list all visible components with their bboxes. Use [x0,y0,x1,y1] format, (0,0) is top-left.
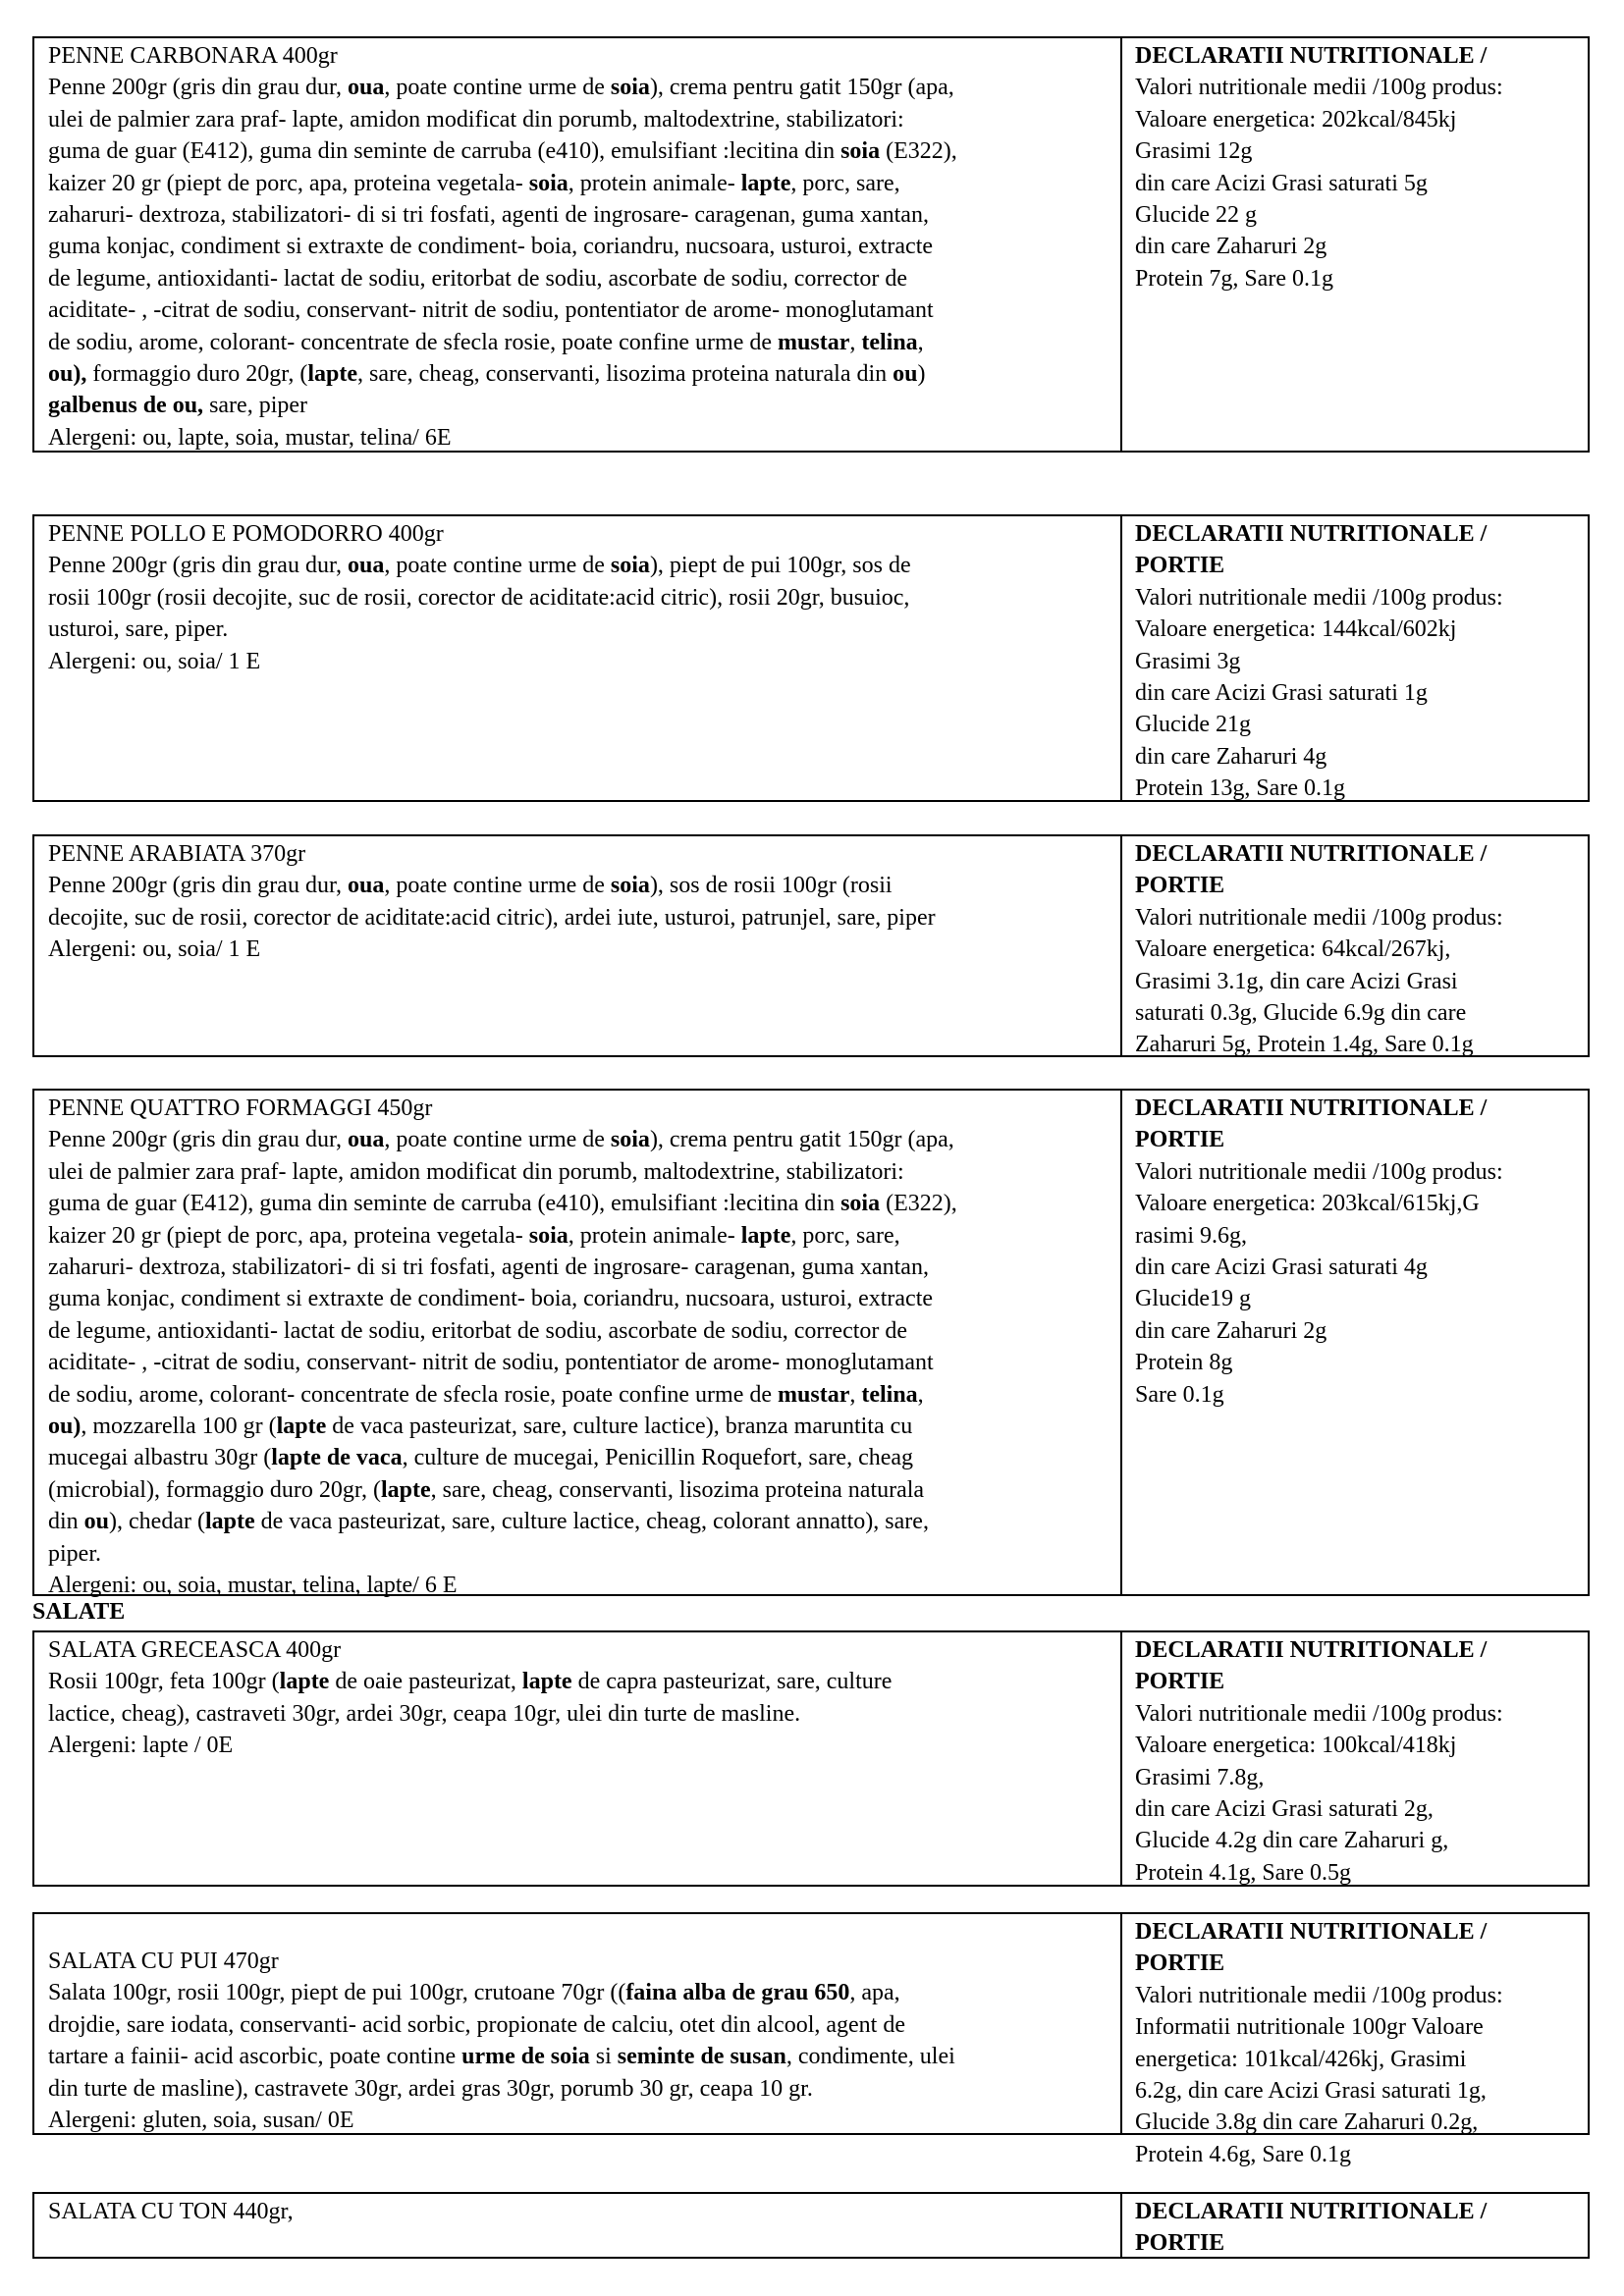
allergen-highlight: PORTIE [1135,1669,1225,1695]
ingredients-cell [34,1914,1122,2133]
ingredients-line [48,135,1109,167]
allergen-highlight: PORTIE [1135,1127,1225,1153]
nutrition-line [1135,1762,1580,1793]
text-run: guma konjac, condiment si extraxte de condiment- boia, coriandru, nucsoara, usturoi, extracte [48,1286,934,1312]
ingredients-line [48,1474,1109,1506]
menu-item-arabiata [32,834,1590,1057]
text-run: saturati 0.3g, Glucide 6.9g din care [1135,1000,1467,1027]
text-run: , porc, sare, [790,1222,900,1249]
text-run: ), crema pentru gatit 150gr (apa, [649,75,954,101]
text-run: Glucide 3.8g din care Zaharuri 0.2g, [1135,2109,1479,2136]
nutrition-cell [1122,2194,1588,2257]
text-run: Salata 100gr, rosii 100gr, piept de pui 100gr, crutoane 70gr (( [48,1980,626,2006]
ingredients-cell [34,1091,1122,1599]
ingredients-line [48,1220,1109,1252]
ingredients-line [48,1442,1109,1473]
ingredients-line [48,582,1109,614]
allergen-highlight: mustar [778,1381,850,1408]
ingredients-line [48,646,1109,677]
text-run: usturoi, sare, piper. [48,616,229,643]
text-run: din care Acizi Grasi saturati 1g [1135,680,1428,707]
nutrition-cell [1122,1632,1588,1885]
nutrition-line [1135,199,1580,231]
text-run: , poate contine urme de [384,873,611,899]
nutrition-line [1135,2107,1580,2138]
nutrition-line [1135,741,1580,773]
nutrition-line [1135,40,1580,72]
text-run: Alergeni: ou, soia/ 1 E [48,936,261,963]
text-run: (microbial), formaggio duro 20gr, ( [48,1476,381,1503]
menu-item-ton [32,2192,1590,2259]
text-run: ulei de palmier zara praf- lapte, amidon modificat din porumb, maltodextrine, stabilizatori: [48,106,904,133]
text-run: Glucide 4.2g din care Zaharuri g, [1135,1828,1449,1854]
text-run: aciditate- , -citrat de sodiu, conservant- nitrit de sodiu, pontentiator de arome- monoglutamant [48,297,934,324]
ingredients-line [48,870,1109,901]
text-run: mucegai albastru 30gr ( [48,1445,272,1471]
ingredients-line [48,550,1109,581]
text-run: sare, piper [203,393,308,419]
text-run: Valori nutritionale medii /100g produs: [1135,1158,1503,1185]
ingredients-line [48,263,1109,294]
text-run: Penne 200gr (gris din grau dur, [48,553,348,579]
text-run: de oaie pasteurizat, [329,1669,522,1695]
ingredients-line [48,1252,1109,1283]
allergen-highlight: lapte de vaca [271,1445,403,1471]
nutrition-line [1135,902,1580,934]
ingredients-line [48,934,1109,965]
text-run: din care Zaharuri 2g [1135,1317,1327,1344]
ingredients-line [48,199,1109,231]
text-run: ) [917,361,926,388]
text-run: , [849,1381,862,1408]
nutrition-cell [1122,38,1588,451]
allergen-highlight: DECLARATII NUTRITIONALE / [1135,1919,1488,1945]
text-run: Glucide19 g [1135,1286,1251,1312]
nutrition-line [1135,168,1580,199]
allergen-highlight: mustar [778,329,850,355]
ingredients-line [48,614,1109,645]
ingredients-cell [34,516,1122,800]
text-run: Valoare energetica: 64kcal/267kj, [1135,936,1451,963]
ingredients-line [48,1379,1109,1411]
text-run: ), chedar ( [109,1509,205,1535]
ingredients-cell [34,1632,1122,1885]
ingredients-cell [34,836,1122,1055]
nutrition-line [1135,934,1580,965]
text-run: guma konjac, condiment si extraxte de condiment- boia, coriandru, nucsoara, usturoi, extracte [48,234,934,260]
nutrition-line [1135,2139,1580,2170]
ingredients-line [48,1283,1109,1314]
ingredients-line [48,72,1109,103]
text-run: (E322), [880,138,957,165]
text-run: tartare a fainii- acid ascorbic, poate contine [48,2044,462,2070]
text-run: rosii 100gr (rosii decojite, suc de rosii, corector de aciditate:acid citric), rosii 20gr, busuioc, [48,584,910,611]
allergen-highlight: DECLARATII NUTRITIONALE / [1135,2199,1488,2224]
nutrition-line [1135,104,1580,135]
text-run: din care Zaharuri 2g [1135,234,1327,260]
text-run: din care Acizi Grasi saturati 5g [1135,170,1428,196]
text-run: Grasimi 3g [1135,648,1241,674]
text-run: Grasimi 3.1g, din care Acizi Grasi [1135,968,1458,994]
nutrition-line [1135,550,1580,581]
nutrition-line [1135,231,1580,262]
allergen-highlight: lapte [279,1669,330,1695]
allergen-highlight: PORTIE [1135,2230,1225,2257]
text-run: zaharuri- dextroza, stabilizatori- di si tri fosfati, agenti de ingrosare- caragenan, guma xantan, [48,1255,929,1281]
text-run: Alergeni: ou, soia/ 1 E [48,648,261,674]
text-run: Penne 200gr (gris din grau dur, [48,873,348,899]
text-run: Penne 200gr (gris din grau dur, [48,1127,348,1153]
nutrition-line [1135,997,1580,1029]
nutrition-line [1135,72,1580,103]
ingredients-line [48,1093,1109,1124]
nutrition-line [1135,1793,1580,1825]
text-run: SALATA GRECEASCA 400gr [48,1637,342,1663]
ingredients-line [48,1411,1109,1442]
text-run: ), crema pentru gatit 150gr (apa, [649,1127,954,1153]
nutrition-line [1135,709,1580,740]
text-run: Valori nutritionale medii /100g produs: [1135,1982,1503,2008]
allergen-highlight: lapte [276,1414,327,1440]
ingredients-line [48,1634,1109,1666]
text-run: Informatii nutritionale 100gr Valoare [1135,2014,1484,2041]
ingredients-line [48,1977,1109,2008]
text-run: , protein animale- [568,1222,741,1249]
text-run: de legume, antioxidanti- lactat de sodiu, eritorbat de sodiu, ascorbate de sodiu, corrector de [48,1317,908,1344]
ingredients-line [48,1698,1109,1730]
ingredients-line [48,1188,1109,1219]
text-run: Valoare energetica: 203kcal/615kj,G [1135,1191,1480,1217]
ingredients-line [48,390,1109,421]
text-run: 6.2g, din care Acizi Grasi saturati 1g, [1135,2078,1487,2105]
nutrition-line [1135,2196,1580,2227]
allergen-highlight: PORTIE [1135,1950,1225,1977]
text-run: ulei de palmier zara praf- lapte, amidon modificat din porumb, maltodextrine, stabilizatori: [48,1158,904,1185]
allergen-highlight: soia [528,170,568,196]
text-run: si [589,2044,618,2070]
text-run: Protein 8g [1135,1350,1233,1376]
menu-item-pui [32,1912,1590,2167]
text-run: SALATA CU TON 440gr, [48,2199,294,2224]
nutrition-line [1135,1825,1580,1856]
nutrition-line [1135,1948,1580,1979]
text-run: Protein 13g, Sare 0.1g [1135,775,1345,802]
ingredients-line [48,422,1109,454]
allergen-highlight: telina [861,329,918,355]
nutrition-line [1135,2075,1580,2107]
allergen-highlight: lapte [740,170,791,196]
allergen-highlight: ou [83,1509,110,1535]
text-run: guma de guar (E412), guma din seminte de carruba (e410), emulsifiant :lecitina din [48,1191,841,1217]
text-run: , sare, cheag, conservanti, lisozima proteina naturala din [357,361,893,388]
allergen-highlight: oua [347,1127,385,1153]
allergen-highlight: DECLARATII NUTRITIONALE / [1135,521,1488,547]
allergen-highlight: ou), [48,361,87,388]
ingredients-line [48,2009,1109,2041]
text-run: kaizer 20 gr (piept de porc, apa, proteina vegetala- [48,170,529,196]
nutrition-line [1135,1379,1580,1411]
ingredients-line [48,1570,1109,1601]
ingredients-line [48,1315,1109,1347]
ingredients-line [48,1124,1109,1155]
text-run: Alergeni: gluten, soia, susan/ 0E [48,2108,354,2134]
text-run: din [48,1509,84,1535]
ingredients-line [48,294,1109,326]
ingredients-line [48,1347,1109,1378]
text-run: de sodiu, arome, colorant- concentrate de sfecla rosie, poate confine urme de [48,329,779,355]
allergen-highlight: lapte [521,1669,572,1695]
nutrition-line [1135,2011,1580,2043]
allergen-highlight: faina alba de grau 650 [625,1980,850,2006]
text-run: rasimi 9.6g, [1135,1222,1247,1249]
nutrition-line [1135,838,1580,870]
nutrition-line [1135,582,1580,614]
text-run: formaggio duro 20gr, ( [86,361,308,388]
nutrition-line [1135,773,1580,804]
nutrition-cell [1122,1091,1588,1594]
ingredients-line [48,104,1109,135]
text-run: Valoare energetica: 100kcal/418kj [1135,1733,1457,1759]
ingredients-line [48,168,1109,199]
text-run: (E322), [880,1191,957,1217]
nutrition-cell [1122,516,1588,800]
ingredients-line [48,1666,1109,1697]
text-run: Grasimi 7.8g, [1135,1764,1265,1790]
allergen-highlight: soia [840,138,881,165]
text-run: piper. [48,1540,101,1567]
allergen-highlight: soia [610,75,650,101]
text-run: , [917,1381,924,1408]
nutrition-line [1135,1156,1580,1188]
nutrition-line [1135,2227,1580,2259]
ingredients-line [48,1730,1109,1761]
ingredients-line [48,358,1109,390]
text-run: din care Zaharuri 4g [1135,743,1327,770]
allergen-highlight: seminte de susan [617,2044,786,2070]
text-run: Valoare energetica: 144kcal/602kj [1135,616,1457,643]
nutrition-line [1135,1347,1580,1378]
allergen-highlight: lapte [307,361,358,388]
allergen-highlight: ou [893,361,918,388]
nutrition-line [1135,263,1580,294]
allergen-highlight: DECLARATII NUTRITIONALE / [1135,1637,1488,1663]
nutrition-line [1135,1857,1580,1889]
text-run: de vaca pasteurizat, sare, culture lactice, cheag, colorant annatto), sare, [254,1509,929,1535]
allergen-highlight: DECLARATII NUTRITIONALE / [1135,841,1488,867]
text-run: Zaharuri 5g, Protein 1.4g, Sare 0.1g [1135,1032,1474,1058]
allergen-highlight: ou) [48,1414,81,1440]
ingredients-line [48,1538,1109,1570]
text-run: de vaca pasteurizat, sare, culture lactice), branza maruntita cu [326,1414,913,1440]
nutrition-line [1135,1315,1580,1347]
nutrition-line [1135,1124,1580,1155]
text-run: de legume, antioxidanti- lactat de sodiu, eritorbat de sodiu, ascorbate de sodiu, corrector de [48,265,908,292]
nutrition-line [1135,870,1580,901]
text-run: , sare, cheag, conservanti, lisozima proteina naturala [430,1476,925,1503]
menu-item-greceasca [32,1630,1590,1887]
section-heading-salate: SALATE [32,1599,126,1625]
nutrition-line [1135,646,1580,677]
menu-item-pollo [32,514,1590,802]
text-run: Protein 4.6g, Sare 0.1g [1135,2141,1351,2167]
nutrition-line [1135,1980,1580,2011]
text-run: , mozzarella 100 gr ( [81,1414,277,1440]
text-run: Grasimi 12g [1135,138,1253,165]
text-run: de sodiu, arome, colorant- concentrate de sfecla rosie, poate confine urme de [48,1381,779,1408]
text-run: aciditate- , -citrat de sodiu, conservant- nitrit de sodiu, pontentiator de arome- monoglutamant [48,1350,934,1376]
ingredients-line [48,2041,1109,2072]
text-run: kaizer 20 gr (piept de porc, apa, proteina vegetala- [48,1222,529,1249]
text-run: Sare 0.1g [1135,1381,1224,1408]
allergen-highlight: DECLARATII NUTRITIONALE / [1135,1095,1488,1121]
allergen-highlight: telina [861,1381,918,1408]
ingredients-line [48,1156,1109,1188]
text-run: , apa, [849,1980,900,2006]
text-run: Rosii 100gr, feta 100gr ( [48,1669,280,1695]
allergen-highlight: PORTIE [1135,553,1225,579]
ingredients-line [48,518,1109,550]
text-run: , [917,329,924,355]
ingredients-cell [34,2194,1122,2257]
allergen-highlight: lapte [380,1476,431,1503]
text-run: , protein animale- [568,170,741,196]
allergen-highlight: soia [610,553,650,579]
allergen-highlight: oua [347,873,385,899]
text-run: ), piept de pui 100gr, sos de [649,553,911,579]
allergen-highlight: DECLARATII NUTRITIONALE / [1135,43,1488,69]
nutrition-line [1135,614,1580,645]
nutrition-line [1135,1093,1580,1124]
nutrition-line [1135,518,1580,550]
text-run: , porc, sare, [790,170,900,196]
menu-item-quattro [32,1089,1590,1599]
nutrition-line [1135,1220,1580,1252]
text-run: , poate contine urme de [384,553,611,579]
text-run: Protein 4.1g, Sare 0.5g [1135,1859,1351,1886]
text-run: Valori nutritionale medii /100g produs: [1135,75,1503,101]
text-run: Valori nutritionale medii /100g produs: [1135,584,1503,611]
ingredients-line [48,40,1109,72]
nutrition-line [1135,1916,1580,1948]
allergen-highlight: soia [528,1222,568,1249]
allergen-highlight: PORTIE [1135,873,1225,899]
text-run: , [849,329,862,355]
nutrition-line [1135,1029,1580,1060]
text-run: SALATA CU PUI 470gr [48,1949,279,1974]
nutrition-line [1135,1283,1580,1314]
text-run: Penne 200gr (gris din grau dur, [48,75,348,101]
text-run: , culture de mucegai, Penicillin Roquefort, sare, cheag [402,1445,914,1471]
ingredients-line [48,838,1109,870]
text-run: Glucide 21g [1135,712,1251,738]
text-run: , condimente, ulei [785,2044,955,2070]
text-run: , poate contine urme de [384,1127,611,1153]
text-run: Glucide 22 g [1135,202,1257,229]
nutrition-line [1135,1252,1580,1283]
text-run: din turte de masline), castravete 30gr, ardei gras 30gr, porumb 30 gr, ceapa 10 gr. [48,2075,813,2102]
text-run: energetica: 101kcal/426kj, Grasimi [1135,2046,1467,2072]
text-run: PENNE QUATTRO FORMAGGI 450gr [48,1095,433,1121]
text-run: guma de guar (E412), guma din seminte de carruba (e410), emulsifiant :lecitina din [48,138,841,165]
ingredients-line [48,1506,1109,1537]
text-run: zaharuri- dextroza, stabilizatori- di si tri fosfati, agenti de ingrosare- caragenan, guma xantan, [48,202,929,229]
nutrition-line [1135,966,1580,997]
text-run: Valori nutritionale medii /100g produs: [1135,904,1503,931]
text-run: Alergeni: ou, soia, mustar, telina, lapte/ 6 E [48,1573,458,1599]
text-run: Alergeni: lapte / 0E [48,1733,234,1759]
allergen-highlight: soia [610,1127,650,1153]
text-run: Valoare energetica: 202kcal/845kj [1135,106,1457,133]
nutrition-line [1135,1634,1580,1666]
allergen-highlight: lapte [204,1509,255,1535]
nutrition-line [1135,1188,1580,1219]
allergen-highlight: oua [347,75,385,101]
text-run: ), sos de rosii 100gr (rosii [649,873,893,899]
text-run: drojdie, sare iodata, conservanti- acid sorbic, propionate de calciu, otet din alcool, agent de [48,2011,905,2038]
nutrition-line [1135,1666,1580,1697]
text-run: decojite, suc de rosii, corector de aciditate:acid citric), ardei iute, usturoi, patrunjel, sare, piper [48,904,936,931]
allergen-highlight: galbenus de ou, [48,393,204,419]
allergen-highlight: soia [840,1191,881,1217]
nutrition-cell [1122,1914,1588,2167]
text-run: PENNE POLLO E POMODORRO 400gr [48,521,444,547]
allergen-highlight: lapte [740,1222,791,1249]
text-run: din care Acizi Grasi saturati 4g [1135,1255,1428,1281]
text-run: lactice, cheag), castraveti 30gr, ardei 30gr, ceapa 10gr, ulei din turte de masline. [48,1700,801,1727]
text-run: PENNE ARABIATA 370gr [48,841,306,867]
text-run: , poate contine urme de [384,75,611,101]
ingredients-line [48,327,1109,358]
nutrition-line [1135,2044,1580,2075]
text-run: Protein 7g, Sare 0.1g [1135,265,1333,292]
ingredients-line [48,2105,1109,2136]
menu-item-carbonara [32,36,1590,453]
ingredients-line [48,2073,1109,2105]
ingredients-cell [34,38,1122,451]
text-run: Valori nutritionale medii /100g produs: [1135,1700,1503,1727]
ingredients-line [48,2196,1109,2227]
nutrition-line [1135,1698,1580,1730]
text-run: PENNE CARBONARA 400gr [48,43,338,69]
allergen-highlight: oua [347,553,385,579]
nutrition-cell [1122,836,1588,1058]
ingredients-line [48,1946,1109,1977]
nutrition-line [1135,1730,1580,1761]
ingredients-line [48,902,1109,934]
text-run: de capra pasteurizat, sare, culture [571,1669,893,1695]
text-run: Alergeni: ou, lapte, soia, mustar, telina/ 6E [48,424,452,451]
text-run: din care Acizi Grasi saturati 2g, [1135,1796,1434,1823]
allergen-highlight: urme de soia [461,2044,590,2070]
allergen-highlight: soia [610,873,650,899]
ingredients-line [48,231,1109,262]
nutrition-line [1135,135,1580,167]
nutrition-line [1135,677,1580,709]
